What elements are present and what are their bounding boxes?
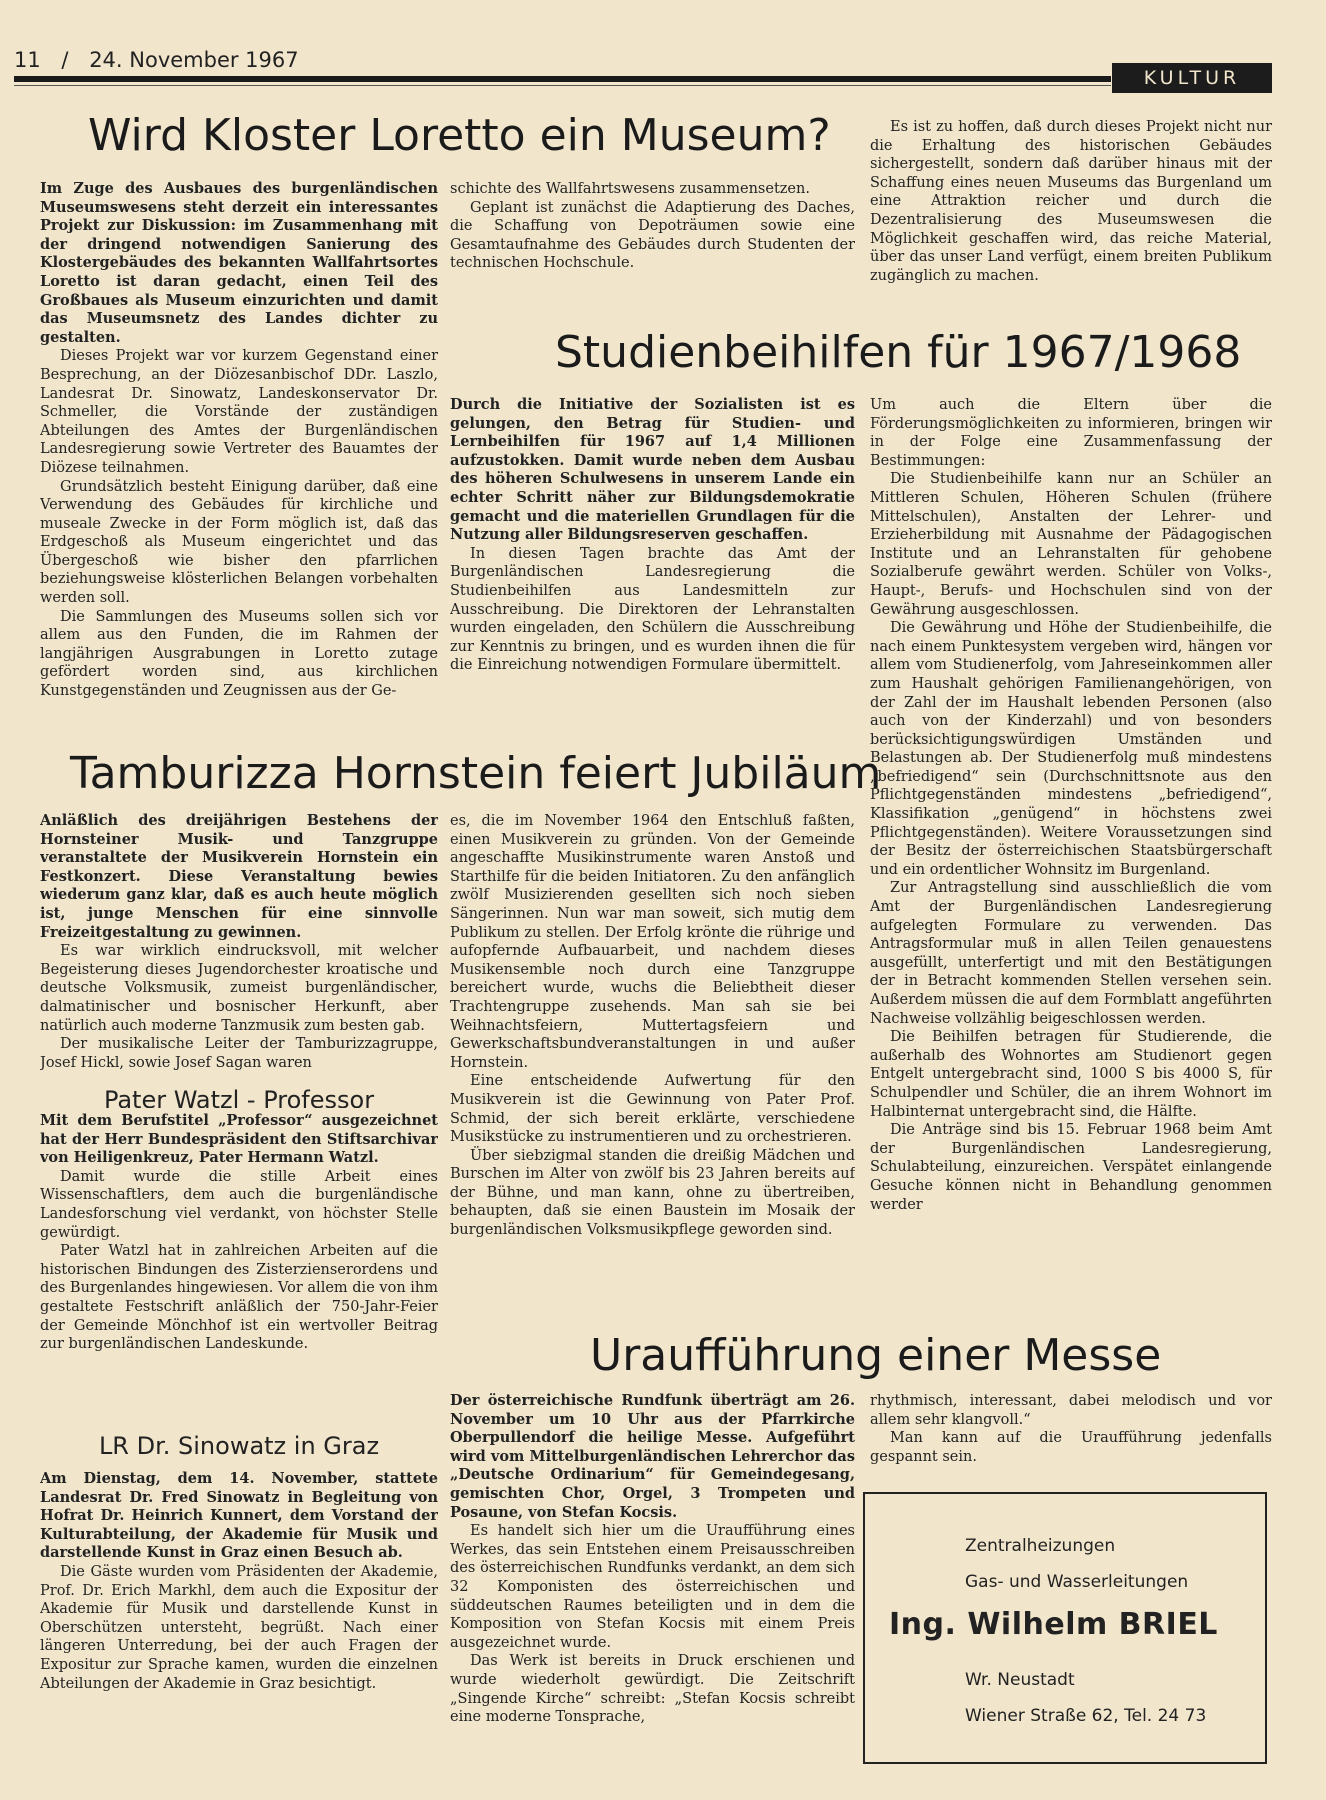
- loretto-paragraph-1: Dieses Projekt war vor kurzem Gegenstand einer Besprechung, an der Diözesanbischof DDr. Laszlo, Landesrat Dr. Sinowatz, Landeskonservator Dr. Schmeller, die Vorstände der zuständigen Abteilungen des Amtes der Burgenländischen Landesregierung sowie Vertreter des Bauamtes der Diözese teilnahmen.: [40, 348, 438, 476]
- advertisement-box: [863, 1492, 1267, 1764]
- page-header: [14, 48, 313, 72]
- loretto-column-2: [450, 180, 855, 300]
- tamburizza-paragraph-2b: es, die im November 1964 den Entschluß faßten, einen Musikverein zu gründen. Von der Gemeinde angeschaffte Musikinstrumente waren Anstoß und Starthilfe für die beiden Initiatoren. Zu den anfänglich zwölf Musizierenden gesellten sich noch sieben Sängerinnen. Nun war man soweit, sich mutig dem Publikum zu stellen. Der Erfolg krönte die rührige und aufopfernde Aufbauarbeit, und nachdem dieses Musikensemble noch durch eine Tanzgruppe bereichert wurde, wuchs die Beliebtheit dieser Trachtengruppe zusehends. Man sah sie bei Weihnachtsfeiern, Muttertagsfeiern und Gewerkschaftsbundveranstaltungen in und außer Hornstein.: [450, 813, 855, 1071]
- messe-column-2: [870, 1392, 1272, 1472]
- headline-pater-watzl: Pater Watzl - Professor: [103, 1086, 375, 1108]
- messe-paragraph-3: rhythmisch, interessant, dabei melodisch und vor allem sehr klangvoll.“: [870, 1393, 1272, 1428]
- studien-paragraph-5: Zur Antragstellung sind ausschließlich die vom Amt der Burgenländischen Landesregierung aufgelegten Formulare zu verwenden. Das Antragsformular muß in allen Teilen genauestens ausgefüllt, unterfertigt und mit den Bestätigungen der in Betracht kommenden Stellen versehen sein. Außerdem müssen die auf dem Formblatt angeführten Nachweise vollzählig beigeschlossen werden.: [870, 880, 1272, 1027]
- messe-column-1: [450, 1392, 855, 1776]
- ad-city: Wr. Neustadt: [965, 1670, 1075, 1690]
- headline-loretto: Wird Kloster Loretto ein Museum?: [88, 110, 831, 161]
- ad-line-gas-water: Gas- und Wasserleitungen: [965, 1572, 1189, 1592]
- loretto-paragraph-4: Geplant ist zunächst die Adaptierung des Daches, die Schaffung von Depoträumen sowie eine Gesamtaufnahme des Gebäudes durch Studenten der technischen Hochschule.: [450, 199, 855, 272]
- watzl-paragraph-2: Pater Watzl hat in zahlreichen Arbeiten auf die historischen Bindungen des Zisterzienserordens und des Burgenlandes hingewiesen. Vor allem die von ihm gestaltete Festschrift anläßlich der 750-Jahr-Feier der Gemeinde Mönchhof ist ein wertvoller Beitrag zur burgenländischen Landeskunde.: [40, 1243, 438, 1353]
- sinowatz-column: [40, 1428, 438, 1774]
- messe-paragraph-1: Es handelt sich hier um die Uraufführung eines Werkes, das sein Entstehen einem Preisausschreiben des österreichischen Rundfunks verdankt, an dem sich 32 Komponisten des österreichischen und süddeutschen Raumes beteiligten und in dem die Komposition von Stefan Kocsis mit einem Preis ausgezeichnet wurde.: [450, 1523, 855, 1651]
- studien-paragraph-4: Die Gewährung und Höhe der Studienbeihilfe, die nach einem Punktesystem vergeben wird, hängen vor allem vom Studienerfolg, vom Jahreseinkommen aller zum Haushalt gehörigen Familienangehörigen, von der Zahl der im Haushalt lebenden Personen (also auch von der Kinderzahl) und von besonders berücksichtigungswürdigen Umständen und Belastungen ab. Der Studienerfolg muß mindestens „befriedigend“ sein (Durchschnittsnote aus den Pflichtgegenständen mindestens „befriedigend“, Klassifikation „genügend“ in höchstens zwei Pflichtgegenständen). Weitere Voraussetzungen sind der Besitz der österreichischen Staatsbürgerschaft und ein ordentlicher Wohnsitz im Burgenland.: [870, 620, 1272, 878]
- ad-line-heating: Zentralheizungen: [965, 1536, 1116, 1556]
- ad-company-name: Ing. Wilhelm BRIEL: [889, 1607, 1218, 1642]
- studien-paragraph-7: Die Anträge sind bis 15. Februar 1968 beim Amt der Burgenländischen Landesregierung, Schulabteilung, einzureichen. Verspätet einlangende Gesuche können nicht in Behandlung genommen werder: [870, 1122, 1272, 1213]
- headline-sinowatz: LR Dr. Sinowatz in Graz: [98, 1432, 380, 1460]
- watzl-lead: Mit dem Berufstitel „Professor“ ausgezeichnet hat der Herr Bundespräsident den Stiftsarchivar von Heiligenkreuz, Pater Hermann Watzl.: [40, 1112, 438, 1167]
- tamburizza-paragraph-1: Es war wirklich eindrucksvoll, mit welcher Begeisterung dieses Jugendorchester kroatische und deutsche Volksmusik, zumeist burgenländischer, dalmatinischer und bosnischer Herkunft, aber natürlich auch moderne Tanzmusik zum besten gab.: [40, 943, 438, 1034]
- headline-studienbeihilfen: Studienbeihilfen für 1967/1968: [555, 327, 1242, 378]
- studien-paragraph-6: Die Beihilfen betragen für Studierende, die außerhalb des Wohnortes am Studienort gegen Entgelt untergebracht sind, 1000 S bis 4000 S, für Schulpendler und Schüler, die an ihrem Wohnort im Halbinternat untergebracht sind, die Hälfte.: [870, 1029, 1272, 1120]
- loretto-paragraph-3b: schichte des Wallfahrtswesens zusammensetzen.: [450, 181, 810, 197]
- tamburizza-paragraph-3: Eine entscheidende Aufwertung für den Musikverein ist die Gewinnung von Pater Prof. Schmid, der sich bereit erklärte, verschiedene Musikstücke zu instrumentieren und zu orchestrieren.: [450, 1073, 855, 1146]
- messe-paragraph-2: Das Werk ist bereits in Druck erschienen und wurde wiederholt gewürdigt. Die Zeitschrift „Singende Kirche“ schreibt: „Stefan Kocsis schreibt eine moderne Tonsprache,: [450, 1653, 855, 1726]
- loretto-column-1: [40, 180, 438, 712]
- studien-column-2: [870, 396, 1272, 1456]
- header-rule: [14, 76, 1111, 82]
- studien-lead: Durch die Initiative der Sozialisten ist es gelungen, den Betrag für Studien- und Lernbeihilfen für 1967 auf 1,4 Millionen aufzustokken. Damit wurde neben dem Ausbau des höheren Schulwesens in unserem Lande ein echter Schritt näher zur Bildungsdemokratie gemacht und die materiellen Grundlagen für die Nutzung aller Bildungsreserven geschaffen.: [450, 396, 855, 544]
- loretto-lead: Im Zuge des Ausbaues des burgenländischen Museumswesens steht derzeit ein interessantes Projekt zur Diskussion: im Zusammenhang mit der dringend notwendigen Sanierung des Klostergebäudes des bekannten Wallfahrtsortes Loretto ist daran gedacht, einen Teil des Großbaues als Museum einzurichten und damit das Museumsnetz des Landes dichter zu gestalten.: [40, 180, 438, 346]
- messe-lead: Der österreichische Rundfunk überträgt am 26. November um 10 Uhr aus der Pfarrkirche Oberpullendorf die heilige Messe. Aufgeführt wird vom Mittelburgenländischen Lehrerchor das „Deutsche Ordinarium“ für Gemeindegesang, gemischten Chor, Orgel, 3 Trompeten und Posaune, von Stefan Kocsis.: [450, 1392, 855, 1521]
- header-rule-thin: [14, 85, 1111, 86]
- sinowatz-paragraph-1: Die Gäste wurden vom Präsidenten der Akademie, Prof. Dr. Erich Markhl, dem auch die Expositur der Akademie für Musik und darstellende Kunst in Oberschützen untersteht, begrüßt. Nach einer längeren Unterredung, bei der auch Fragen der Expositur zur Sprache kamen, wurden die einzelnen Abteilungen der Akademie in Graz besichtigt.: [40, 1563, 438, 1692]
- studien-column-1: [450, 396, 855, 716]
- watzl-paragraph-1: Damit wurde die stille Arbeit eines Wissenschaftlers, dem auch die burgenländische Landesforschung viel verdankt, von höchster Stelle gewürdigt.: [40, 1168, 438, 1241]
- tamburizza-column-2: [450, 812, 855, 1296]
- ad-address: Wiener Straße 62, Tel. 24 73: [965, 1706, 1207, 1726]
- tamburizza-lead: Anläßlich des dreijährigen Bestehens der Hornsteiner Musik- und Tanzgruppe veranstaltete der Musikverein Hornstein ein Festkonzert. Diese Veranstaltung bewies wiederum ganz klar, daß es auch heute möglich ist, junge Menschen für eine sinnvolle Freizeitgestaltung zu gewinnen.: [40, 812, 438, 941]
- sinowatz-lead: Am Dienstag, dem 14. November, stattete Landesrat Dr. Fred Sinowatz in Begleitung von Hofrat Dr. Heinrich Kunnert, dem Vorstand der Kulturabteilung, der Akademie für Musik und darstellende Kunst in Graz einen Besuch ab.: [40, 1470, 438, 1562]
- headline-messe: Uraufführung einer Messe: [590, 1330, 1162, 1381]
- tamburizza-paragraph-4: Über siebzigmal standen die dreißig Mädchen und Burschen im Alter von zwölf bis 23 Jahren bereits auf der Bühne, und man kann, ohne zu übertreiben, behaupten, daß sie einen Baustein im Mosaik der burgenländischen Volksmusikpflege geworden sind.: [450, 1147, 855, 1239]
- messe-paragraph-4: Man kann auf die Uraufführung jedenfalls gespannt sein.: [870, 1430, 1272, 1465]
- page-number: 11: [14, 48, 41, 72]
- section-label: KULTUR: [1112, 63, 1272, 93]
- issue-date: 24. November 1967: [89, 48, 299, 72]
- studien-paragraph-1: In diesen Tagen brachte das Amt der Burgenländischen Landesregierung die Studienbeihilfen aus Landesmitteln zur Ausschreibung. Die Direktoren der Lehranstalten wurden eingeladen, den Schülern die Ausschreibung zur Kenntnis zu bringen, und es wurden ihnen die für die Einreichung notwendigen Formulare übermittelt.: [450, 545, 855, 674]
- tamburizza-column-1: [40, 812, 438, 1108]
- studien-paragraph-2: Um auch die Eltern über die Förderungsmöglichkeiten zu informieren, bringen wir in der Folge eine Zusammenfassung der Bestimmungen:: [870, 397, 1272, 469]
- loretto-column-3: [870, 118, 1272, 304]
- watzl-column: [40, 1112, 438, 1424]
- loretto-paragraph-3a: Die Sammlungen des Museums sollen sich vor allem aus den Funden, die im Rahmen der langjährigen Ausgrabungen in Loretto zutage gefördert worden sind, aus kirchlichen Kunstgegenständen und Zeugnissen aus der Ge-: [40, 608, 438, 700]
- header-separator: /: [61, 48, 69, 72]
- headline-tamburizza: Tamburizza Hornstein feiert Jubiläum: [70, 748, 882, 799]
- loretto-paragraph-5: Es ist zu hoffen, daß durch dieses Projekt nicht nur die Erhaltung des historischen Gebäudes sichergestellt, sondern daß darüber hinaus mit der Schaffung eines neuen Museums das Burgenland um eine Attraktion reicher und durch die Dezentralisierung des Museumswesen die Möglichkeit geschaffen wird, das reiche Material, über das unser Land verfügt, einem breiten Publikum zugänglich zu machen.: [870, 119, 1272, 284]
- studien-paragraph-3: Die Studienbeihilfe kann nur an Schüler an Mittleren Schulen, Höheren Schulen (frühere Mittelschulen), Anstalten der Lehrer- und Erzieherbildung mit Ausnahme der Pädagogischen Institute und an Lehranstalten für gehobene Sozialberufe gewährt werden. Schüler von Volks-, Haupt-, Berufs- und Hochschulen sind von der Gewährung ausgeschlossen.: [870, 471, 1272, 618]
- loretto-paragraph-2: Grundsätzlich besteht Einigung darüber, daß eine Verwendung des Gebäudes für kirchliche und museale Zwecke in der Form möglich ist, daß das Erdgeschoß als Museum eingerichtet und das Übergeschoß wie bisher den pfarrlichen beziehungsweise klösterlichen Belangen vorbehalten werden soll.: [40, 478, 438, 607]
- tamburizza-paragraph-2a: Der musikalische Leiter der Tamburizzagruppe, Josef Hickl, sowie Josef Sagan waren: [40, 1036, 438, 1071]
